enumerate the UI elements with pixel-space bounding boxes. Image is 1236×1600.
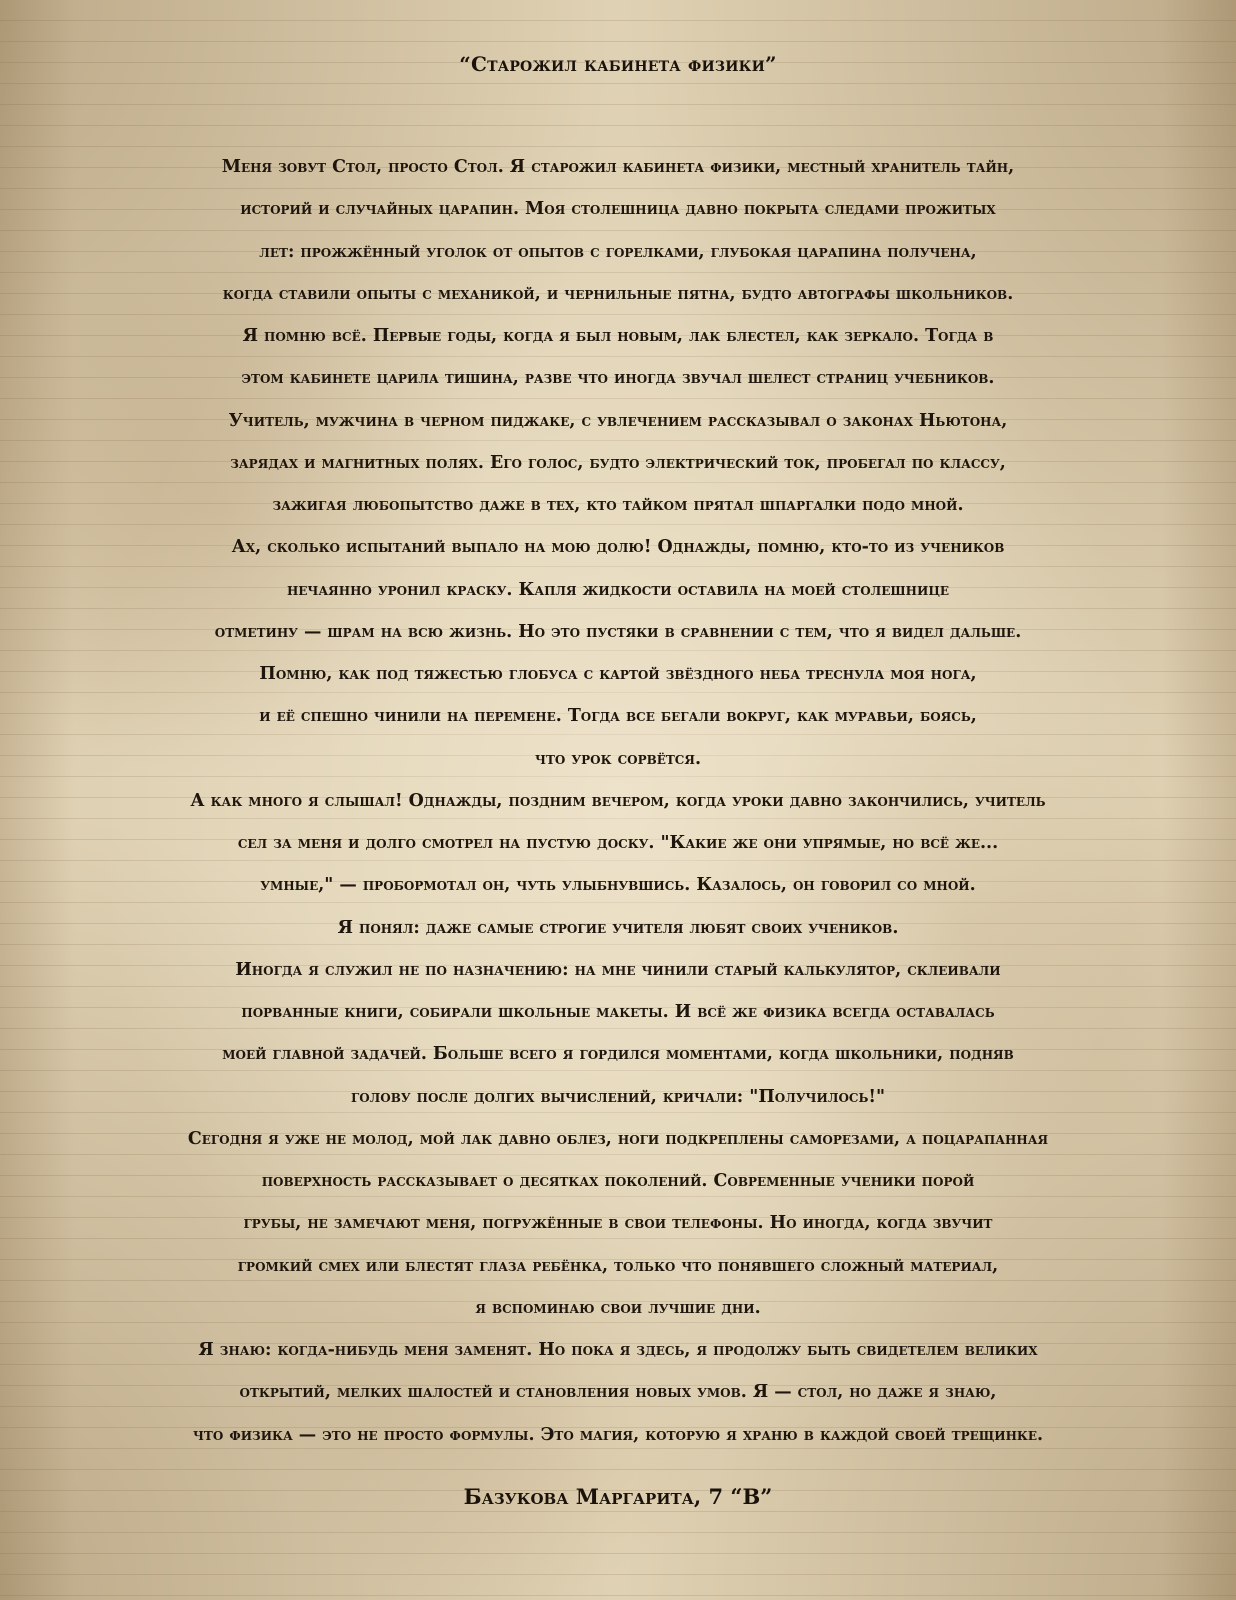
text-line: Я помню всё. Первые годы, когда я был новым, лак блестел, как зеркало. Тогда в [242, 326, 994, 346]
text-line: сел за меня и долго смотрел на пустую доску. "Какие же они упрямые, но всё же... [237, 833, 999, 853]
text-line: Меня зовут Стол, просто Стол. Я старожил кабинета физики, местный хранитель тайн, [221, 157, 1015, 177]
text-line: Ах, сколько испытаний выпало на мою долю! Однажды, помню, кто-то из учеников [231, 537, 1005, 558]
text-line: Я знаю: когда-нибудь меня заменят. Но пока я здесь, я продолжу быть свидетелем великих [198, 1340, 1038, 1360]
text-line: что физика — это не просто формулы. Это магия, которую я храню в каждой своей трещинке. [192, 1424, 1044, 1445]
text-line: Сегодня я уже не молод, мой лак давно облез, ноги подкреплены саморезами, а поцарапанная [187, 1128, 1049, 1149]
text-line: умные," — пробормотал он, чуть улыбнувшись. Казалось, он говорил со мной. [260, 875, 976, 896]
text-line: и её спешно чинили на перемене. Тогда все бегали вокруг, как муравьи, боясь, [259, 706, 977, 727]
text-line: отметину — шрам на всю жизнь. Но это пустяки в сравнении с тем, что я видел дальше. [214, 621, 1022, 642]
text-line: зажигая любопытство даже в тех, кто тайком прятал шпаргалки подо мной. [272, 495, 964, 515]
text-line: когда ставили опыты с механикой, и чернильные пятна, будто автографы школьников. [222, 283, 1014, 304]
text-line: грубы, не замечают меня, погружённые в свои телефоны. Но иногда, когда звучит [243, 1213, 993, 1234]
text-line: голову после долгих вычислений, кричали: "Получилось!" [350, 1086, 886, 1107]
text-line: Я понял: даже самые строгие учителя любят своих учеников. [337, 917, 899, 938]
text-line: зарядах и магнитных полях. Его голос, будто электрический ток, пробегал по классу, [230, 452, 1006, 473]
text-line: громкий смех или блестят глаза ребёнка, только что понявшего сложный материал, [237, 1255, 999, 1276]
author-signature: Базукова Маргарита, 7 “В” [463, 1484, 773, 1509]
document-body [12, 146, 1224, 1456]
text-line: открытий, мелких шалостей и становления новых умов. Я — стол, но даже я знаю, [239, 1382, 997, 1403]
text-line: я вспоминаю свои лучшие дни. [475, 1297, 761, 1318]
text-line: лет: прожжённый уголок от опытов с горелками, глубокая царапина получена, [259, 241, 977, 262]
text-line: поверхность рассказывает о десятках поколений. Современные ученики порой [261, 1171, 975, 1191]
text-line: порванные книги, собирали школьные макеты. И всё же физика всегда оставалась [241, 1002, 995, 1022]
text-line: Учитель, мужчина в черном пиджаке, с увлечением рассказывал о законах Ньютона, [228, 410, 1008, 431]
text-line: А как много я слышал! Однажды, поздним вечером, когда уроки давно закончились, учитель [190, 790, 1046, 811]
document-title: “Старожил кабинета физики” [459, 52, 777, 76]
text-line: историй и случайных царапин. Моя столешница давно покрыта следами прожитых [240, 199, 996, 220]
text-line: нечаянно уронил краску. Капля жидкости оставила на моей столешнице [286, 579, 950, 600]
text-line: Иногда я служил не по назначению: на мне чинили старый калькулятор, склеивали [235, 959, 1001, 980]
text-line: этом кабинете царила тишина, разве что иногда звучал шелест страниц учебников. [241, 368, 995, 389]
text-line: моей главной задачей. Больше всего я гордился моментами, когда школьники, подняв [222, 1044, 1014, 1065]
text-line: Помню, как под тяжестью глобуса с картой звёздного неба треснула моя нога, [259, 664, 977, 684]
text-line: что урок сорвётся. [534, 748, 701, 769]
